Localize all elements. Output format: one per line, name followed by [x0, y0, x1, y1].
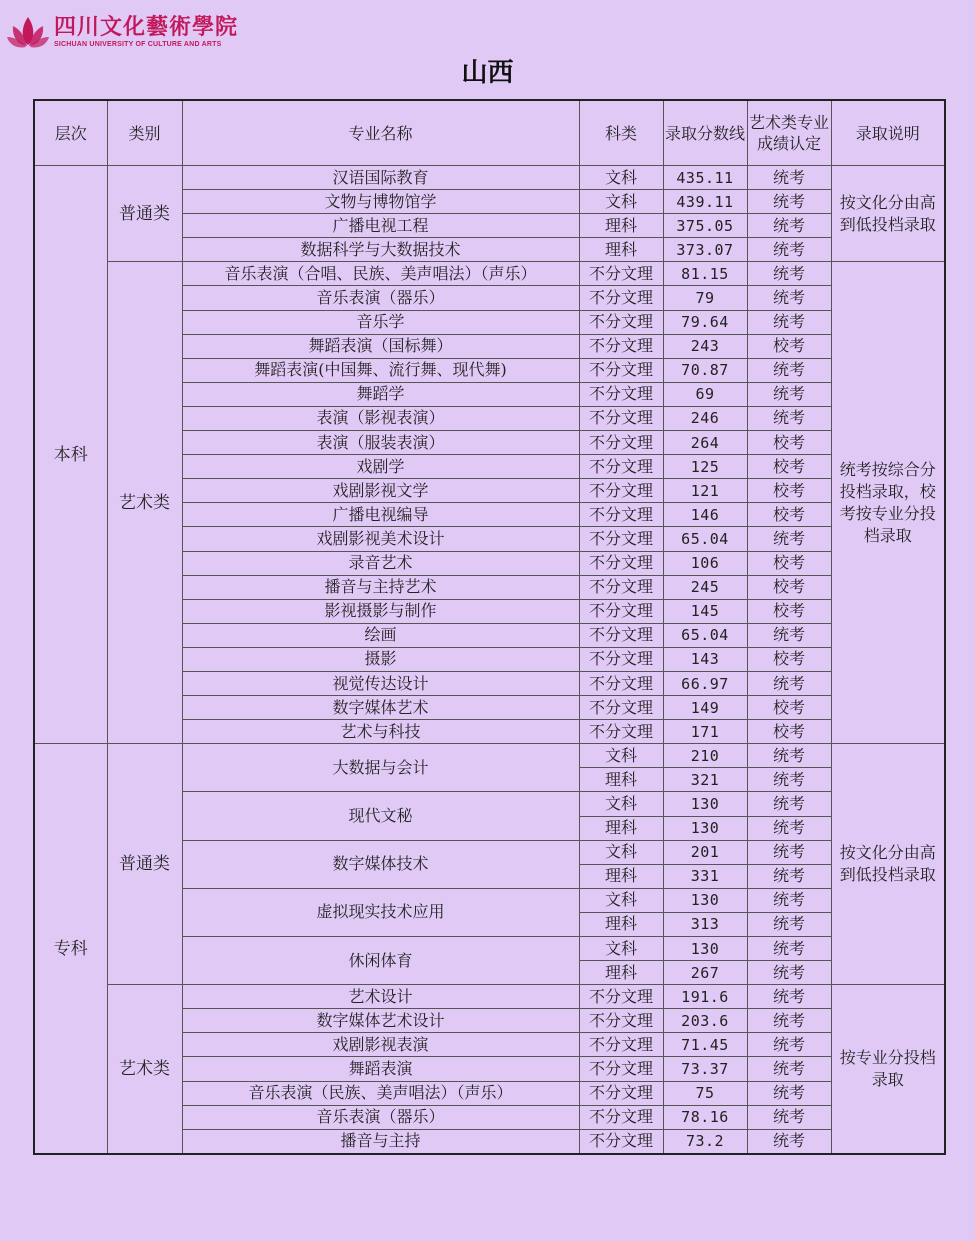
subject-cell: 文科 [579, 744, 663, 768]
score-cell: 130 [663, 888, 747, 912]
recognition-cell: 统考 [747, 1081, 831, 1105]
table-row [34, 262, 945, 286]
score-cell: 435.11 [663, 166, 747, 190]
recognition-cell: 统考 [747, 262, 831, 286]
recognition-cell: 统考 [747, 1009, 831, 1033]
recognition-cell: 统考 [747, 888, 831, 912]
recognition-cell: 统考 [747, 623, 831, 647]
category-cell: 艺术类 [107, 262, 182, 744]
score-cell: 171 [663, 720, 747, 744]
score-cell: 145 [663, 599, 747, 623]
column-header: 科类 [579, 100, 663, 166]
recognition-cell: 校考 [747, 551, 831, 575]
major-name-cell: 广播电视编导 [182, 503, 579, 527]
score-cell: 65.04 [663, 527, 747, 551]
recognition-cell: 统考 [747, 1129, 831, 1154]
score-cell: 264 [663, 431, 747, 455]
level-cell: 本科 [34, 166, 107, 744]
column-header: 专业名称 [182, 100, 579, 166]
recognition-cell: 统考 [747, 527, 831, 551]
major-name-cell: 数字媒体艺术 [182, 696, 579, 720]
recognition-cell: 统考 [747, 1105, 831, 1129]
score-cell: 130 [663, 816, 747, 840]
subject-cell: 理科 [579, 238, 663, 262]
admission-note-cell: 按文化分由高到低投档录取 [831, 166, 945, 262]
page-title: 山西 [461, 58, 514, 88]
major-name-cell: 大数据与会计 [182, 744, 579, 792]
score-cell: 201 [663, 840, 747, 864]
subject-cell: 不分文理 [579, 671, 663, 695]
recognition-cell: 统考 [747, 382, 831, 406]
recognition-cell: 统考 [747, 214, 831, 238]
recognition-cell: 校考 [747, 334, 831, 358]
subject-cell: 不分文理 [579, 358, 663, 382]
major-name-cell: 数据科学与大数据技术 [182, 238, 579, 262]
major-name-cell: 休闲体育 [182, 937, 579, 985]
score-cell: 71.45 [663, 1033, 747, 1057]
subject-cell: 不分文理 [579, 503, 663, 527]
major-name-cell: 舞蹈学 [182, 382, 579, 406]
major-name-cell: 舞蹈表演(中国舞、流行舞、现代舞) [182, 358, 579, 382]
recognition-cell: 校考 [747, 599, 831, 623]
subject-cell: 文科 [579, 888, 663, 912]
score-cell: 79 [663, 286, 747, 310]
major-name-cell: 影视摄影与制作 [182, 599, 579, 623]
major-name-cell: 汉语国际教育 [182, 166, 579, 190]
subject-cell: 文科 [579, 937, 663, 961]
subject-cell: 不分文理 [579, 1009, 663, 1033]
column-header: 艺术类专业成绩认定 [747, 100, 831, 166]
subject-cell: 不分文理 [579, 334, 663, 358]
recognition-cell: 校考 [747, 431, 831, 455]
score-cell: 373.07 [663, 238, 747, 262]
category-cell: 艺术类 [107, 985, 182, 1154]
score-cell: 70.87 [663, 358, 747, 382]
score-cell: 66.97 [663, 671, 747, 695]
subject-cell: 不分文理 [579, 406, 663, 430]
major-name-cell: 数字媒体技术 [182, 840, 579, 888]
school-name-en: SICHUAN UNIVERSITY OF CULTURE AND ARTS [54, 40, 222, 48]
lotus-logo-icon [6, 9, 50, 53]
subject-cell: 理科 [579, 816, 663, 840]
admission-score-table [33, 99, 946, 1155]
major-name-cell: 艺术与科技 [182, 720, 579, 744]
major-name-cell: 文物与博物馆学 [182, 190, 579, 214]
recognition-cell: 统考 [747, 1057, 831, 1081]
major-name-cell: 戏剧影视文学 [182, 479, 579, 503]
subject-cell: 不分文理 [579, 455, 663, 479]
table-row [34, 744, 945, 768]
score-cell: 65.04 [663, 623, 747, 647]
score-cell: 210 [663, 744, 747, 768]
subject-cell: 不分文理 [579, 1129, 663, 1154]
major-name-cell: 现代文秘 [182, 792, 579, 840]
score-cell: 331 [663, 864, 747, 888]
recognition-cell: 统考 [747, 840, 831, 864]
score-cell: 439.11 [663, 190, 747, 214]
score-cell: 125 [663, 455, 747, 479]
subject-cell: 不分文理 [579, 1033, 663, 1057]
category-cell: 普通类 [107, 744, 182, 985]
score-cell: 313 [663, 912, 747, 936]
recognition-cell: 校考 [747, 647, 831, 671]
table-header-row [34, 100, 945, 166]
subject-cell: 理科 [579, 912, 663, 936]
score-cell: 146 [663, 503, 747, 527]
subject-cell: 不分文理 [579, 1081, 663, 1105]
subject-cell: 理科 [579, 768, 663, 792]
major-name-cell: 摄影 [182, 647, 579, 671]
category-cell: 普通类 [107, 166, 182, 262]
subject-cell: 文科 [579, 792, 663, 816]
subject-cell: 理科 [579, 214, 663, 238]
admission-note-cell: 按专业分投档录取 [831, 985, 945, 1154]
major-name-cell: 虚拟现实技术应用 [182, 888, 579, 936]
subject-cell: 不分文理 [579, 551, 663, 575]
admission-note-cell: 按文化分由高到低投档录取 [831, 744, 945, 985]
subject-cell: 不分文理 [579, 382, 663, 406]
column-header: 录取说明 [831, 100, 945, 166]
score-cell: 75 [663, 1081, 747, 1105]
major-name-cell: 播音与主持 [182, 1129, 579, 1154]
major-name-cell: 音乐表演（器乐） [182, 286, 579, 310]
score-cell: 73.37 [663, 1057, 747, 1081]
recognition-cell: 校考 [747, 720, 831, 744]
recognition-cell: 统考 [747, 937, 831, 961]
score-cell: 130 [663, 937, 747, 961]
table-row [34, 166, 945, 190]
score-cell: 73.2 [663, 1129, 747, 1154]
recognition-cell: 统考 [747, 768, 831, 792]
recognition-cell: 统考 [747, 1033, 831, 1057]
recognition-cell: 统考 [747, 238, 831, 262]
subject-cell: 不分文理 [579, 527, 663, 551]
major-name-cell: 舞蹈表演（国标舞） [182, 334, 579, 358]
score-cell: 121 [663, 479, 747, 503]
table-body [34, 166, 945, 1154]
subject-cell: 不分文理 [579, 1057, 663, 1081]
recognition-cell: 统考 [747, 912, 831, 936]
major-name-cell: 绘画 [182, 623, 579, 647]
recognition-cell: 统考 [747, 985, 831, 1009]
subject-cell: 文科 [579, 166, 663, 190]
recognition-cell: 统考 [747, 816, 831, 840]
subject-cell: 不分文理 [579, 720, 663, 744]
major-name-cell: 戏剧影视表演 [182, 1033, 579, 1057]
recognition-cell: 校考 [747, 696, 831, 720]
subject-cell: 不分文理 [579, 696, 663, 720]
subject-cell: 文科 [579, 190, 663, 214]
subject-cell: 不分文理 [579, 985, 663, 1009]
recognition-cell: 统考 [747, 961, 831, 985]
recognition-cell: 统考 [747, 744, 831, 768]
score-cell: 375.05 [663, 214, 747, 238]
major-name-cell: 数字媒体艺术设计 [182, 1009, 579, 1033]
score-cell: 81.15 [663, 262, 747, 286]
school-logo [6, 8, 238, 54]
score-cell: 106 [663, 551, 747, 575]
score-cell: 245 [663, 575, 747, 599]
subject-cell: 不分文理 [579, 599, 663, 623]
score-cell: 246 [663, 406, 747, 430]
recognition-cell: 统考 [747, 406, 831, 430]
subject-cell: 不分文理 [579, 1105, 663, 1129]
score-cell: 243 [663, 334, 747, 358]
score-cell: 79.64 [663, 310, 747, 334]
subject-cell: 不分文理 [579, 575, 663, 599]
school-name-cn: 四川文化藝術學院 [54, 13, 239, 40]
table-row [34, 985, 945, 1009]
major-name-cell: 广播电视工程 [182, 214, 579, 238]
recognition-cell: 统考 [747, 671, 831, 695]
recognition-cell: 统考 [747, 166, 831, 190]
subject-cell: 不分文理 [579, 479, 663, 503]
major-name-cell: 表演（影视表演） [182, 406, 579, 430]
column-header: 层次 [34, 100, 107, 166]
recognition-cell: 统考 [747, 190, 831, 214]
score-cell: 203.6 [663, 1009, 747, 1033]
score-cell: 130 [663, 792, 747, 816]
major-name-cell: 表演（服装表演） [182, 431, 579, 455]
recognition-cell: 统考 [747, 358, 831, 382]
subject-cell: 不分文理 [579, 623, 663, 647]
level-cell: 专科 [34, 744, 107, 1154]
recognition-cell: 统考 [747, 864, 831, 888]
major-name-cell: 舞蹈表演 [182, 1057, 579, 1081]
major-name-cell: 艺术设计 [182, 985, 579, 1009]
major-name-cell: 戏剧学 [182, 455, 579, 479]
major-name-cell: 音乐表演（民族、美声唱法）（声乐） [182, 1081, 579, 1105]
score-cell: 321 [663, 768, 747, 792]
recognition-cell: 校考 [747, 479, 831, 503]
major-name-cell: 播音与主持艺术 [182, 575, 579, 599]
score-cell: 78.16 [663, 1105, 747, 1129]
major-name-cell: 音乐表演（器乐） [182, 1105, 579, 1129]
score-cell: 191.6 [663, 985, 747, 1009]
subject-cell: 不分文理 [579, 310, 663, 334]
major-name-cell: 录音艺术 [182, 551, 579, 575]
column-header: 录取分数线 [663, 100, 747, 166]
column-header: 类别 [107, 100, 182, 166]
recognition-cell: 统考 [747, 792, 831, 816]
subject-cell: 理科 [579, 961, 663, 985]
subject-cell: 理科 [579, 864, 663, 888]
major-name-cell: 音乐表演（合唱、民族、美声唱法）（声乐） [182, 262, 579, 286]
score-cell: 143 [663, 647, 747, 671]
recognition-cell: 校考 [747, 575, 831, 599]
subject-cell: 不分文理 [579, 286, 663, 310]
major-name-cell: 音乐学 [182, 310, 579, 334]
major-name-cell: 视觉传达设计 [182, 671, 579, 695]
score-cell: 149 [663, 696, 747, 720]
subject-cell: 不分文理 [579, 431, 663, 455]
subject-cell: 不分文理 [579, 647, 663, 671]
major-name-cell: 戏剧影视美术设计 [182, 527, 579, 551]
subject-cell: 文科 [579, 840, 663, 864]
recognition-cell: 统考 [747, 310, 831, 334]
score-cell: 267 [663, 961, 747, 985]
score-cell: 69 [663, 382, 747, 406]
recognition-cell: 统考 [747, 286, 831, 310]
recognition-cell: 校考 [747, 455, 831, 479]
recognition-cell: 校考 [747, 503, 831, 527]
admission-note-cell: 统考按综合分投档录取，校考按专业分投档录取 [831, 262, 945, 744]
subject-cell: 不分文理 [579, 262, 663, 286]
